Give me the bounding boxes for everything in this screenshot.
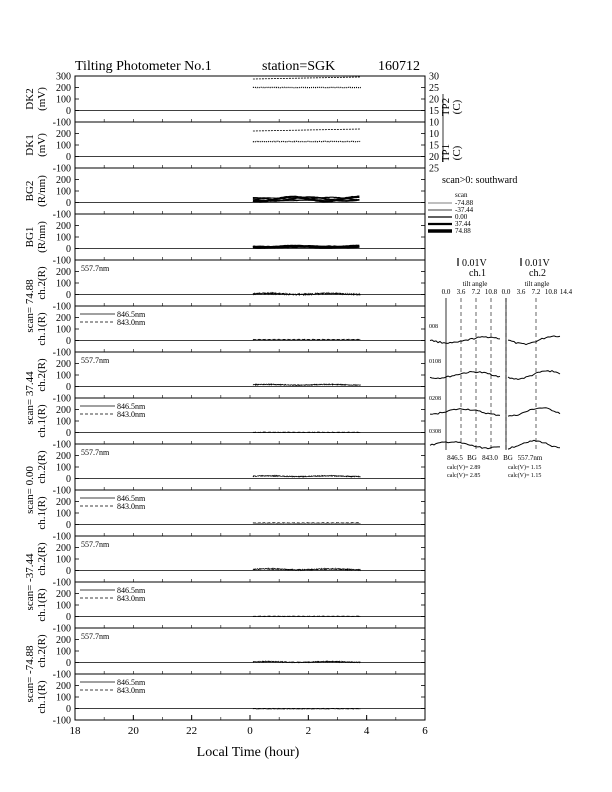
panel-label-s2c2 bbox=[36, 358, 48, 392]
y-tick-label-s2c2-3: 0 bbox=[66, 382, 71, 393]
y-tick-label-s5c2-1: 200 bbox=[56, 635, 71, 646]
y-tick-label-s2c1-2: 100 bbox=[56, 416, 71, 428]
panel-unit-s3c2: ch.2(R) bbox=[36, 450, 48, 484]
y-tick-label-s4c1-3: 0 bbox=[66, 612, 71, 623]
temp-tick-top-3: 15 bbox=[429, 106, 439, 117]
ch2-row-curve-2 bbox=[508, 408, 560, 416]
panel-title-dk1 bbox=[24, 134, 36, 155]
scan-group-label-s3c2 bbox=[24, 466, 36, 514]
ch1-row-curve-3 bbox=[430, 442, 500, 449]
scan-group-label-s1c2 bbox=[24, 279, 36, 333]
y-tick-label-s2c1-4: -100 bbox=[52, 439, 71, 451]
x-tick-label-1: 20 bbox=[127, 725, 139, 737]
ch1-tick-1: 3.6 bbox=[456, 288, 466, 296]
y-tick-label-s1c1-2: 100 bbox=[56, 324, 71, 336]
panel-label-s1c2 bbox=[36, 266, 48, 300]
y-tick-label-s1c1-4: -100 bbox=[52, 347, 71, 359]
panel-unit-s2c2: ch.2(R) bbox=[36, 358, 48, 392]
x-tick-label-2: 22 bbox=[186, 725, 198, 737]
legend-text-s4c1-1: 843.0nm bbox=[117, 594, 146, 603]
row-label-1: 0108 bbox=[429, 359, 441, 365]
y-tick-label-dk1-4: -100 bbox=[52, 163, 71, 175]
ch1-calc-2: calc(V)= 2.85 bbox=[447, 473, 481, 479]
y-tick-label-s4c2-1: 200 bbox=[56, 543, 71, 554]
y-tick-label-s4c1-2: 100 bbox=[56, 600, 71, 612]
y-tick-label-bg2-3: 0 bbox=[66, 198, 71, 209]
panel-frame-bg1 bbox=[75, 214, 425, 260]
y-tick-label-bg2-2: 100 bbox=[56, 186, 71, 198]
temp-axis-text-label_top_1: TP2 bbox=[440, 97, 452, 117]
series-line-s2c2 bbox=[253, 384, 361, 386]
ch1-bottom-label-1: BG bbox=[467, 454, 477, 462]
y-tick-label-s4c2-3: 0 bbox=[66, 566, 71, 577]
row-label-0: 008 bbox=[429, 324, 438, 330]
panel-frame-bg2 bbox=[75, 168, 425, 214]
panel-unit-dk2: (mV) bbox=[36, 87, 48, 111]
y-tick-label-dk1-3: 0 bbox=[66, 152, 71, 163]
y-tick-label-bg2-1: 200 bbox=[56, 175, 71, 186]
panel-label-bg2 bbox=[36, 175, 48, 207]
ch2-tick-2: 7.2 bbox=[531, 288, 541, 296]
panel-frame-dk2 bbox=[75, 76, 425, 122]
panel-label-s4c2 bbox=[36, 542, 48, 576]
y-tick-label-dk2-1: 200 bbox=[56, 83, 71, 94]
panel-name-bg1: BG1 bbox=[24, 226, 36, 248]
series-line-s1c2 bbox=[253, 293, 361, 295]
x-tick-label-3: 0 bbox=[247, 725, 253, 737]
temp-axis-text-label_top_2: (C) bbox=[451, 99, 463, 115]
scan-legend-item-1: -37.44 bbox=[455, 206, 474, 214]
panel-frame-s1c2 bbox=[75, 260, 425, 306]
chart-title: Tilting Photometer No.1 bbox=[75, 59, 212, 74]
y-tick-label-bg1-3: 0 bbox=[66, 244, 71, 255]
ch2-calc-1: calc(V)= 1.15 bbox=[508, 465, 542, 471]
ch2-calc-2: calc(V)= 1.15 bbox=[508, 473, 542, 479]
ch1-row-curve-0 bbox=[430, 337, 500, 344]
scan-group-text-s1c2: scan= 74.88 bbox=[24, 279, 36, 333]
y-tick-label-s1c2-3: 0 bbox=[66, 290, 71, 301]
scan-group-label-s4c2 bbox=[24, 553, 36, 610]
legend-text-s3c1-0: 846.5nm bbox=[117, 494, 146, 503]
y-tick-label-s2c2-2: 100 bbox=[56, 370, 71, 382]
scan-direction-note: scan>0: southward bbox=[442, 175, 518, 186]
panel-unit-s4c2: ch.2(R) bbox=[36, 542, 48, 576]
y-tick-label-s3c1-3: 0 bbox=[66, 520, 71, 531]
ch2-scale-title: 0.01V bbox=[525, 258, 550, 269]
ch2-tick-4: 14.4 bbox=[559, 288, 573, 296]
scan-group-text-s5c2: scan= -74.88 bbox=[24, 645, 36, 703]
ch1-row-curve-2 bbox=[430, 409, 500, 416]
panel-unit-bg1: (R/nm) bbox=[36, 221, 48, 253]
y-tick-label-bg2-4: -100 bbox=[52, 209, 71, 221]
panel-title-dk2 bbox=[24, 88, 36, 109]
y-tick-label-s4c1-1: 200 bbox=[56, 589, 71, 600]
panel-label-dk1 bbox=[36, 133, 48, 157]
scan-group-label-s2c2 bbox=[24, 371, 36, 425]
temperature-trace-dk2 bbox=[253, 77, 361, 79]
series-line-solid-s3c1 bbox=[253, 523, 361, 524]
panel-title-bg2 bbox=[24, 181, 36, 202]
x-axis-label: Local Time (hour) bbox=[196, 745, 300, 760]
legend-text-s5c1-0: 846.5nm bbox=[117, 678, 146, 687]
ch1-bottom-label-2: 843.0 bbox=[482, 454, 498, 462]
ch1-tick-2: 7.2 bbox=[471, 288, 481, 296]
panel-unit-s1c2: ch.2(R) bbox=[36, 266, 48, 300]
panel-frame-dk1 bbox=[75, 122, 425, 168]
y-tick-label-s4c1-4: -100 bbox=[52, 623, 71, 635]
panel-unit-s3c1: ch.1(R) bbox=[36, 496, 48, 530]
panel-unit-dk1: (mV) bbox=[36, 133, 48, 157]
ch2-bottom-label-0: BG bbox=[503, 454, 513, 462]
y-tick-label-s1c1-3: 0 bbox=[66, 336, 71, 347]
y-tick-label-s3c1-4: -100 bbox=[52, 531, 71, 543]
date-label: 160712 bbox=[378, 59, 420, 74]
ch1-tick-3: 10.8 bbox=[484, 288, 498, 296]
ch2-row-curve-1 bbox=[508, 371, 560, 380]
panel-unit-bg2: (R/nm) bbox=[36, 175, 48, 207]
scan-legend-item-3: 37.44 bbox=[455, 220, 471, 228]
y-tick-label-bg1-1: 200 bbox=[56, 221, 71, 232]
row-label-2: 0208 bbox=[429, 396, 441, 402]
line-label-s4c2: 557.7nm bbox=[81, 540, 110, 549]
ch1-bottom-label-0: 846.5 bbox=[447, 454, 463, 462]
scan-group-label-s5c2 bbox=[24, 645, 36, 702]
y-tick-label-s2c1-3: 0 bbox=[66, 428, 71, 439]
ch2-tilt-label: tilt angle bbox=[524, 280, 550, 288]
series-line-dk1 bbox=[253, 141, 361, 142]
y-tick-label-dk2-0: 300 bbox=[56, 71, 71, 83]
panel-label-s3c2 bbox=[36, 450, 48, 484]
ch2-bottom-label-1: 557.7nm bbox=[517, 454, 543, 462]
temp-tick-top-0: 30 bbox=[429, 71, 439, 83]
ch2-tick-1: 3.6 bbox=[516, 288, 526, 296]
x-tick-label-4: 2 bbox=[305, 725, 312, 737]
panel-unit-s1c1: ch.1(R) bbox=[36, 312, 48, 346]
y-tick-label-s2c1-1: 200 bbox=[56, 405, 71, 416]
ch1-tick-0: 0.0 bbox=[441, 288, 451, 296]
temperature-trace-dk1 bbox=[253, 129, 361, 131]
panel-label-s2c1 bbox=[36, 404, 48, 438]
y-tick-label-s1c1-1: 200 bbox=[56, 313, 71, 324]
y-tick-label-s1c2-2: 100 bbox=[56, 278, 71, 290]
line-label-s3c2: 557.7nm bbox=[81, 448, 110, 457]
panel-unit-s5c2: ch.2(R) bbox=[36, 634, 48, 668]
panel-label-s1c1 bbox=[36, 312, 48, 346]
y-tick-label-s3c2-2: 100 bbox=[56, 462, 71, 474]
temp-axis-text-label_bottom_1: TP1 bbox=[440, 143, 452, 163]
panel-label-bg1 bbox=[36, 221, 48, 253]
line-label-s1c2: 557.7nm bbox=[81, 264, 110, 273]
series-line-s3c2 bbox=[253, 475, 361, 477]
temp-tick-top-2: 20 bbox=[429, 94, 439, 106]
row-label-3: 0308 bbox=[429, 429, 441, 435]
y-tick-label-s5c2-4: -100 bbox=[52, 669, 71, 681]
y-tick-label-s3c2-4: -100 bbox=[52, 485, 71, 497]
y-tick-label-s3c1-2: 100 bbox=[56, 508, 71, 520]
ch2-row-curve-3 bbox=[508, 440, 560, 449]
panel-name-dk1: DK1 bbox=[24, 134, 36, 156]
x-tick-label-0: 18 bbox=[69, 725, 81, 737]
y-tick-label-s2c2-1: 200 bbox=[56, 359, 71, 370]
scan-legend-item-0: -74.88 bbox=[455, 199, 474, 207]
y-tick-label-s3c2-1: 200 bbox=[56, 451, 71, 462]
legend-text-s2c1-0: 846.5nm bbox=[117, 402, 146, 411]
scan-legend-item-2: 0.00 bbox=[455, 213, 468, 221]
panel-frame-s5c2 bbox=[75, 628, 425, 674]
legend-text-s3c1-1: 843.0nm bbox=[117, 502, 146, 511]
scan-legend-item-4: 74.88 bbox=[455, 227, 471, 235]
y-tick-label-s4c2-4: -100 bbox=[52, 577, 71, 589]
y-tick-label-s1c2-4: -100 bbox=[52, 301, 71, 313]
panel-unit-s5c1: ch.1(R) bbox=[36, 680, 48, 714]
temp-tick-top-1: 25 bbox=[429, 83, 439, 94]
y-tick-label-s2c2-4: -100 bbox=[52, 393, 71, 405]
y-tick-label-dk2-4: -100 bbox=[52, 117, 71, 129]
temp-tick-bottom-1: 15 bbox=[429, 140, 439, 152]
legend-text-s1c1-1: 843.0nm bbox=[117, 318, 146, 327]
temp-tick-bottom-2: 20 bbox=[429, 152, 439, 163]
panel-frame-s2c2 bbox=[75, 352, 425, 398]
panel-frame-s3c2 bbox=[75, 444, 425, 490]
panel-name-dk2: DK2 bbox=[24, 88, 36, 110]
y-tick-label-s5c1-3: 0 bbox=[66, 704, 71, 715]
y-tick-label-s5c2-2: 100 bbox=[56, 646, 71, 658]
temp-axis-label_top_2 bbox=[451, 99, 463, 114]
legend-text-s4c1-0: 846.5nm bbox=[117, 586, 146, 595]
y-tick-label-dk2-2: 100 bbox=[56, 94, 71, 106]
y-tick-label-s3c1-1: 200 bbox=[56, 497, 71, 508]
ch1-scale-title: 0.01V bbox=[462, 258, 487, 269]
scan-legend-title: scan bbox=[455, 191, 468, 199]
x-tick-label-5: 4 bbox=[363, 725, 370, 737]
y-tick-label-s3c2-3: 0 bbox=[66, 474, 71, 485]
panel-label-s3c1 bbox=[36, 496, 48, 530]
scan-group-text-s2c2: scan= 37.44 bbox=[24, 371, 36, 425]
panel-name-bg2: BG2 bbox=[24, 180, 36, 202]
ch1-title: ch.1 bbox=[469, 268, 486, 279]
panel-unit-s4c1: ch.1(R) bbox=[36, 588, 48, 622]
y-tick-label-s5c2-3: 0 bbox=[66, 658, 71, 669]
y-tick-label-s1c2-1: 200 bbox=[56, 267, 71, 278]
panel-label-s4c1 bbox=[36, 588, 48, 622]
panel-unit-s2c1: ch.1(R) bbox=[36, 404, 48, 438]
y-tick-label-s5c1-2: 100 bbox=[56, 692, 71, 704]
temp-tick-bottom-0: 10 bbox=[429, 129, 439, 140]
legend-text-s2c1-1: 843.0nm bbox=[117, 410, 146, 419]
y-tick-label-bg1-2: 100 bbox=[56, 232, 71, 244]
ch1-row-curve-1 bbox=[430, 372, 500, 379]
temp-axis-label_bottom_2 bbox=[451, 145, 463, 160]
panel-label-dk2 bbox=[36, 87, 48, 111]
panel-label-s5c1 bbox=[36, 680, 48, 714]
x-tick-label-6: 6 bbox=[422, 725, 428, 737]
ch1-calc-1: calc(V)= 2.89 bbox=[447, 465, 481, 471]
temp-axis-text-label_bottom_2: (C) bbox=[451, 145, 463, 161]
panel-label-s5c2 bbox=[36, 634, 48, 668]
legend-text-s1c1-0: 846.5nm bbox=[117, 310, 146, 319]
panel-title-bg1 bbox=[24, 227, 36, 248]
y-tick-label-s5c1-4: -100 bbox=[52, 715, 71, 727]
legend-text-s5c1-1: 843.0nm bbox=[117, 686, 146, 695]
line-label-s2c2: 557.7nm bbox=[81, 356, 110, 365]
y-tick-label-dk1-2: 100 bbox=[56, 140, 71, 152]
ch2-tick-3: 10.8 bbox=[544, 288, 558, 296]
ch2-title: ch.2 bbox=[529, 268, 546, 279]
scan-group-text-s4c2: scan= -37.44 bbox=[24, 553, 36, 611]
temp-tick-bottom-3: 25 bbox=[429, 163, 439, 175]
panel-frame-s4c2 bbox=[75, 536, 425, 582]
y-tick-label-s5c1-1: 200 bbox=[56, 681, 71, 692]
scan-group-text-s3c2: scan= 0.00 bbox=[24, 466, 36, 514]
ch2-row-curve-0 bbox=[508, 336, 560, 345]
series-line-s4c2 bbox=[253, 568, 361, 570]
y-tick-label-s4c2-2: 100 bbox=[56, 554, 71, 566]
temp-tick-top-4: 10 bbox=[429, 117, 439, 129]
line-label-s5c2: 557.7nm bbox=[81, 632, 110, 641]
station-label: station=SGK bbox=[262, 59, 336, 74]
y-tick-label-dk2-3: 0 bbox=[66, 106, 71, 117]
ch2-tick-0: 0.0 bbox=[501, 288, 511, 296]
y-tick-label-bg1-4: -100 bbox=[52, 255, 71, 267]
y-tick-label-dk1-1: 200 bbox=[56, 129, 71, 140]
ch1-tilt-label: tilt angle bbox=[462, 280, 488, 288]
